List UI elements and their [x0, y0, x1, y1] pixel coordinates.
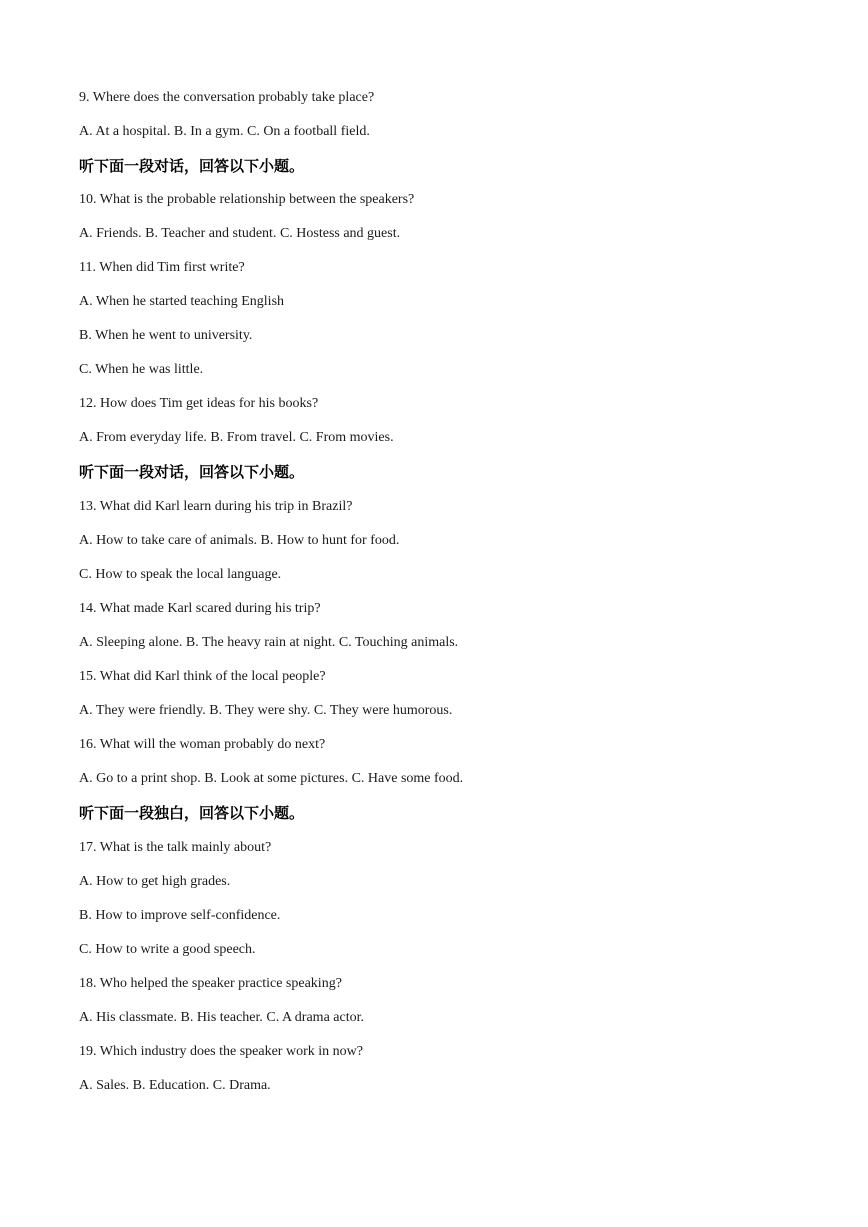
- options-18: A. His classmate. B. His teacher. C. A drama actor.: [79, 1010, 364, 1025]
- option-13-ab: A. How to take care of animals. B. How to hunt for food.: [79, 533, 400, 548]
- option-11-c: C. When he was little.: [79, 362, 204, 377]
- question-18: 18. Who helped the speaker practice speaking?: [79, 976, 342, 991]
- question-11: 11. When did Tim first write?: [79, 260, 245, 275]
- question-9: 9. Where does the conversation probably take place?: [79, 90, 375, 105]
- question-16: 16. What will the woman probably do next?: [79, 737, 326, 752]
- section-heading-dialogue: 听下面一段对话，回答以下小题。: [79, 463, 305, 481]
- options-16: A. Go to a print shop. B. Look at some pictures. C. Have some food.: [79, 771, 464, 786]
- question-13: 13. What did Karl learn during his trip in Brazil?: [79, 499, 353, 514]
- option-17-b: B. How to improve self-confidence.: [79, 908, 281, 923]
- options-19: A. Sales. B. Education. C. Drama.: [79, 1078, 271, 1093]
- options-12: A. From everyday life. B. From travel. C. From movies.: [79, 430, 394, 445]
- option-13-c: C. How to speak the local language.: [79, 567, 282, 582]
- question-19: 19. Which industry does the speaker work in now?: [79, 1044, 363, 1059]
- option-11-b: B. When he went to university.: [79, 328, 253, 343]
- question-10: 10. What is the probable relationship between the speakers?: [79, 192, 415, 207]
- section-heading-monologue: 听下面一段独白，回答以下小题。: [79, 804, 305, 822]
- option-17-c: C. How to write a good speech.: [79, 942, 256, 957]
- options-15: A. They were friendly. B. They were shy. C. They were humorous.: [79, 703, 453, 718]
- options-9: A. At a hospital. B. In a gym. C. On a football field.: [79, 124, 370, 139]
- options-10: A. Friends. B. Teacher and student. C. Hostess and guest.: [79, 226, 401, 241]
- option-11-a: A. When he started teaching English: [79, 294, 285, 309]
- question-17: 17. What is the talk mainly about?: [79, 840, 272, 855]
- option-17-a: A. How to get high grades.: [79, 874, 231, 889]
- section-heading-dialogue: 听下面一段对话，回答以下小题。: [79, 157, 305, 175]
- question-15: 15. What did Karl think of the local people?: [79, 669, 326, 684]
- question-14: 14. What made Karl scared during his trip?: [79, 601, 321, 616]
- options-14: A. Sleeping alone. B. The heavy rain at night. C. Touching animals.: [79, 635, 459, 650]
- question-12: 12. How does Tim get ideas for his books?: [79, 396, 319, 411]
